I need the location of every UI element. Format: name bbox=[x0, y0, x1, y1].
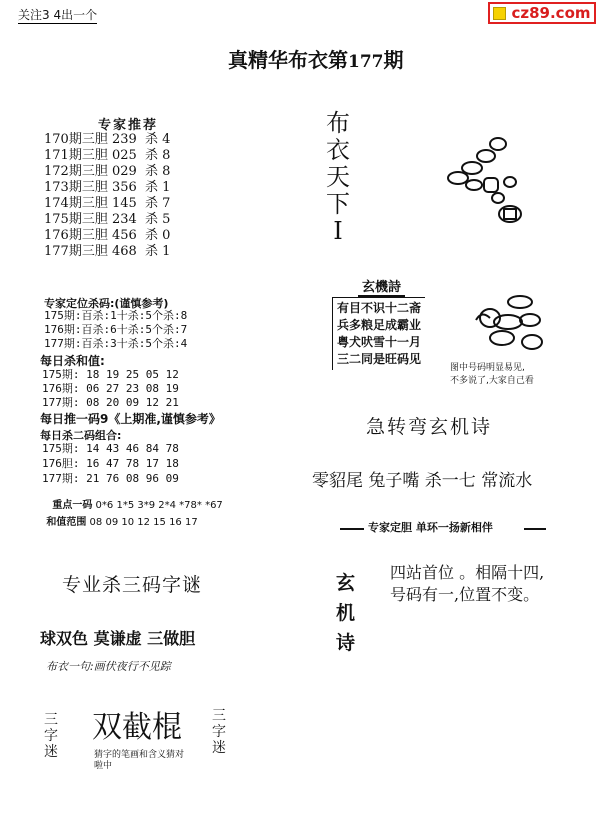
expert-row: 173期三胆 356 杀 1 bbox=[44, 180, 171, 195]
key-point-label: 重点一码 bbox=[52, 500, 93, 511]
sum-kill-row: 176期: 06 27 23 08 19 bbox=[42, 382, 179, 395]
title-issue: 177 bbox=[348, 52, 384, 72]
riddle-right-char: 三 bbox=[212, 708, 226, 724]
hidden-number-drawing-mid bbox=[470, 290, 560, 360]
riddle-left-char: 迷 bbox=[44, 744, 58, 760]
two-code-row: 175期: 14 43 46 84 78 bbox=[42, 442, 179, 455]
buyi-line: 布衣一句:画伏夜行不见踪 bbox=[46, 660, 171, 673]
dash-left bbox=[340, 528, 364, 530]
title-suffix: 期 bbox=[383, 48, 404, 72]
buyi-char: 下 bbox=[326, 190, 350, 218]
kill-row: 176期:百杀:6十杀:5个杀:7 bbox=[44, 323, 188, 336]
fixed-line: 专家定胆 单环一扬新相伴 bbox=[368, 521, 493, 534]
puzzle-heading: 专业杀三码字谜 bbox=[62, 574, 203, 596]
right-note-line: 不多说了,大家自己看 bbox=[450, 376, 534, 386]
expert-row: 170期三胆 239 杀 4 bbox=[44, 132, 171, 147]
xuanji-poem bbox=[332, 297, 425, 370]
kill-row: 175期:百杀:1十杀:5个杀:8 bbox=[44, 309, 188, 322]
expert-row: 175期三胆 234 杀 5 bbox=[44, 212, 171, 227]
expert-row: 176期三胆 456 杀 0 bbox=[44, 228, 171, 243]
riddle-word: 双截棍 bbox=[92, 710, 182, 745]
sum-kill-row: 177期: 08 20 09 12 21 bbox=[42, 396, 179, 409]
two-code-heading: 每日杀二码组合: bbox=[40, 429, 122, 442]
poem2-lines bbox=[390, 562, 544, 606]
site-logo[interactable] bbox=[488, 2, 596, 24]
buyi-char: 衣 bbox=[326, 136, 350, 164]
sum-range-label: 和值范围 bbox=[46, 517, 87, 528]
poem2-side-char: 玄 bbox=[336, 572, 356, 594]
sum-kill-heading: 每日杀和值: bbox=[40, 354, 105, 368]
expert-row: 177期三胆 468 杀 1 bbox=[44, 244, 171, 259]
right-note bbox=[450, 362, 534, 388]
logo-text: cz89.com bbox=[511, 4, 591, 22]
key-point-value: 0*6 1*5 3*9 2*4 *78* *67 bbox=[95, 500, 223, 511]
poem2-side-char: 诗 bbox=[336, 632, 356, 654]
kill-row: 177期:百杀:3十杀:5个杀:4 bbox=[44, 337, 188, 350]
sum-range bbox=[40, 502, 198, 528]
riddle-left-char: 字 bbox=[44, 728, 58, 744]
urgent-heading: 急转弯玄机诗 bbox=[366, 416, 493, 438]
expert-list bbox=[44, 132, 170, 260]
sum-kill-row: 175期: 18 19 25 05 12 bbox=[42, 368, 179, 381]
riddle-right-char: 字 bbox=[212, 724, 226, 740]
urgent-line: 零貂尾 兔子嘴 杀一七 常流水 bbox=[312, 471, 533, 491]
sum-range-value: 08 09 10 12 15 16 17 bbox=[89, 517, 198, 528]
poem2-side bbox=[336, 568, 355, 658]
top-note: 关注3 4出一个 bbox=[18, 8, 98, 22]
poem2-line: 号码有一,位置不变。 bbox=[390, 585, 540, 604]
expert-row: 174期三胆 145 杀 7 bbox=[44, 196, 171, 211]
expert-row: 172期三胆 029 杀 8 bbox=[44, 164, 171, 179]
xuanji-heading: 玄機詩 bbox=[358, 276, 405, 297]
kill-list bbox=[44, 309, 187, 351]
riddle-note: 猜字的笔画和含义猜对啦中 bbox=[94, 750, 185, 771]
puzzle-line: 球双色 莫谦虚 三做胆 bbox=[40, 629, 196, 648]
sum-kill-list bbox=[42, 368, 179, 410]
expert-row: 171期三胆 025 杀 8 bbox=[44, 148, 171, 163]
xuanji-line: 有目不识十二斋 bbox=[337, 301, 422, 315]
buyi-suffix: I bbox=[333, 217, 343, 245]
one-code: 每日推一码9《上期准,谨慎参考》 bbox=[40, 412, 221, 426]
buyi-char: 布 bbox=[326, 109, 350, 137]
dash-right bbox=[524, 528, 546, 530]
buyi-char: 天 bbox=[326, 163, 350, 191]
riddle-left-char: 三 bbox=[44, 712, 58, 728]
riddle-left bbox=[44, 712, 58, 760]
two-code-row: 177期: 21 76 08 96 09 bbox=[42, 472, 179, 485]
two-code-list bbox=[42, 441, 179, 486]
poem2-side-char: 机 bbox=[336, 602, 356, 624]
expert-heading: 专家推荐 bbox=[98, 118, 159, 133]
hidden-number-drawing-top bbox=[436, 130, 536, 230]
riddle-right-char: 迷 bbox=[212, 740, 226, 756]
riddle-right bbox=[212, 708, 226, 756]
right-note-line: 图中号码明显易见, bbox=[450, 363, 525, 373]
buyi-vertical bbox=[326, 110, 350, 245]
xuanji-line: 兵多粮足成霸业 bbox=[337, 318, 422, 332]
two-code-row: 176胆: 16 47 78 17 18 bbox=[42, 457, 179, 470]
poem2-line: 四站首位 。相隔十四, bbox=[390, 563, 545, 582]
page-title bbox=[228, 44, 404, 73]
xuanji-line: 粤犬吠雪十一月 bbox=[337, 335, 422, 349]
xuanji-line: 三二同是旺码见 bbox=[337, 352, 422, 366]
logo-square-icon bbox=[493, 7, 506, 20]
title-main: 真精华布衣第 bbox=[228, 48, 348, 72]
kill-heading: 专家定位杀码:(谨慎参考) bbox=[44, 297, 169, 310]
